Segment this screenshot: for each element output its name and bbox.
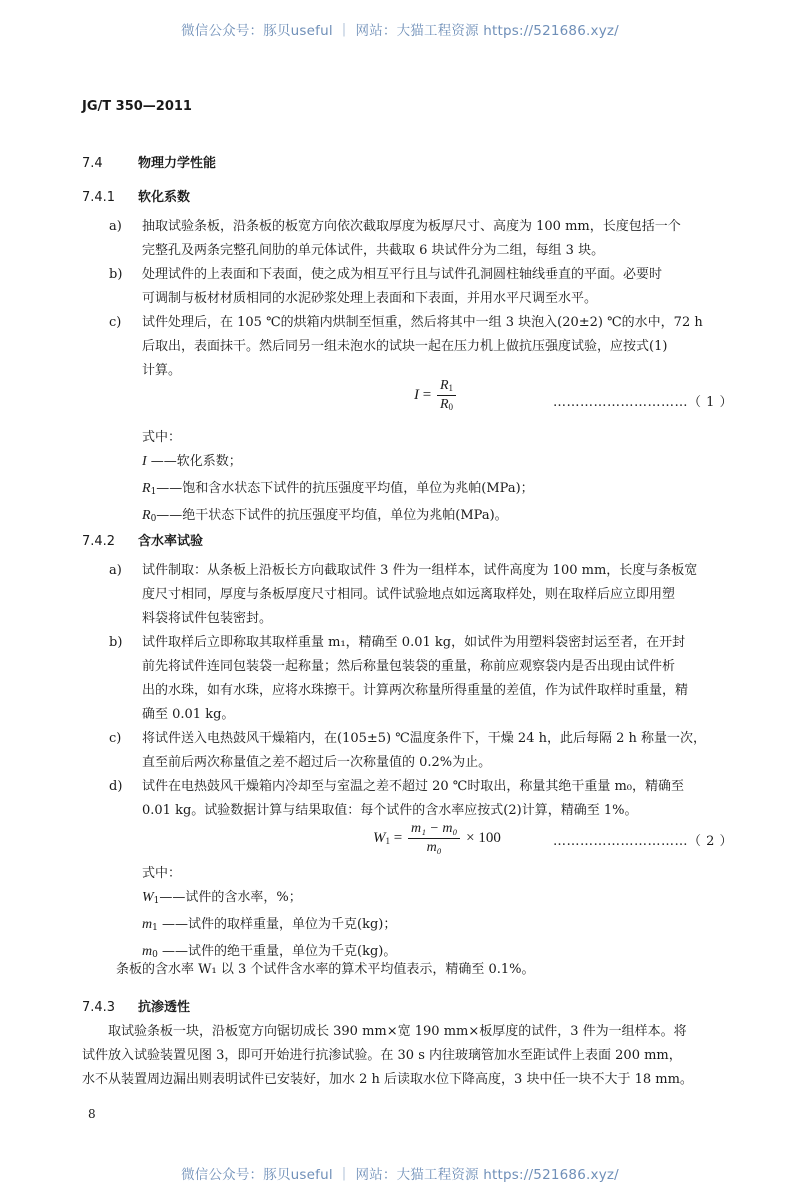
section-number: 7.4.2 [82, 534, 116, 549]
where-label: 式中： [142, 866, 182, 881]
formula-fraction [408, 821, 460, 856]
definitions-7-4-1 [142, 426, 534, 531]
formula-fraction [437, 378, 456, 413]
item-line: 料袋将试件包装密封。 [142, 611, 273, 626]
item-label: b) [109, 267, 123, 282]
formula-denominator: $R_0$ [439, 397, 454, 412]
item-line: 完整孔及两条完整孔间肋的单元体试件，共截取 6 块试件分为二组，每组 3 块。 [142, 243, 605, 258]
formula-numerator: $R_1$ [437, 378, 456, 396]
item-line: 后取出，表面抹干。然后同另一组未泡水的试块一起在压力机上做抗压强度试验，应按式(1) [142, 339, 668, 354]
page-number: 8 [88, 1107, 96, 1121]
item-line: 确至 0.01 kg。 [142, 707, 235, 722]
watermark-top: 微信公众号：豚贝useful ｜ 网站：大猫工程资源 https://521686.xyz/ [181, 23, 619, 39]
item-label: a) [109, 219, 122, 234]
item-line: 抽取试验条板，沿条板的板宽方向依次截取厚度为板厚尺寸、高度为 100 mm，长度包括一个 [142, 219, 681, 234]
formula-lhs: I [414, 386, 419, 403]
equation-number-1: …………………………（ 1 ） [553, 395, 734, 410]
item-line: 试件制取：从条板上沿板长方向截取试件 3 件为一组样本，试件高度为 100 mm，长度与条板宽 [142, 563, 698, 578]
definition-item: I ——软化系数； [142, 454, 242, 469]
item-line: 前先将试件连同包装袋一起称量；然后称量包装袋的重量，称前应观察袋内是否出现由试件析 [142, 659, 676, 674]
item-line: 度尺寸相同，厚度与条板厚度尺寸相同。试件试验地点如远离取样处，则在取样后应立即用塑 [142, 587, 676, 602]
item-label: b) [109, 635, 123, 650]
formula-numerator: m₁ − m₀ [408, 821, 460, 839]
item-line: 试件处理后，在 105 ℃的烘箱内烘制至恒重，然后将其中一组 3 块泡入(20±2) ℃的水中，72 h [142, 315, 703, 330]
definition-item: $R_0——$绝干状态下试件的抗压强度平均值，单位为兆帕(MPa)。 [142, 508, 508, 524]
section-heading-7-4 [82, 152, 216, 171]
item-line: 直至前后两次称量值之差不超过后一次称量值的 0.2%为止。 [142, 755, 492, 770]
paragraph-line: 水不从装置周边漏出则表明试件已安装好，加水 2 h 后读取水位下降高度，3 块中任一块不大于 18 mm。 [82, 1072, 693, 1087]
section-title: 物理力学性能 [138, 156, 217, 171]
formula-1 [414, 378, 458, 413]
definitions-7-4-2 [142, 862, 396, 967]
section-title: 含水率试验 [138, 534, 204, 549]
section-number: 7.4 [82, 156, 103, 171]
item-label: a) [109, 563, 122, 578]
where-label: 式中： [142, 430, 182, 445]
section-number: 7.4.1 [82, 190, 116, 205]
section-heading-7-4-1 [82, 186, 190, 205]
paragraph-line: 取试验条板一块，沿板宽方向锯切成长 390 mm×宽 190 mm×板厚度的试件，3 件为一组样本。将 [82, 1024, 687, 1039]
definition-item: $m_0$ ——试件的绝干重量，单位为千克(kg)。 [142, 944, 397, 960]
watermark-bottom: 微信公众号：豚贝useful ｜ 网站：大猫工程资源 https://521686.xyz/ [181, 1167, 619, 1183]
definition-item: $W_1——$试件的含水率，%； [142, 890, 302, 906]
item-label: c) [109, 315, 122, 330]
section-number: 7.4.3 [82, 1000, 116, 1015]
item-label: d) [109, 779, 123, 794]
section-title: 软化系数 [138, 190, 191, 205]
paragraph-7-4-3 [82, 1020, 750, 1092]
item-line: 试件在电热鼓风干燥箱内冷却至与室温之差不超过 20 ℃时取出，称量其绝干重量 m₀，精确至 [142, 779, 685, 794]
formula-lhs: $W_1$ [373, 829, 390, 846]
conclusion-7-4-2: 条板的含水率 W₁ 以 3 个试件含水率的算术平均值表示，精确至 0.1%。 [116, 962, 535, 977]
item-line: 0.01 kg。试验数据计算与结果取值：每个试件的含水率应按式(2)计算，精确至 1%。 [142, 803, 638, 818]
formula-2 [373, 821, 501, 856]
formula-equals: = [422, 386, 432, 403]
item-label: c) [109, 731, 122, 746]
item-line: 可调制与板材材质相同的水泥砂浆处理上表面和下表面，并用水平尺调至水平。 [142, 291, 598, 306]
standard-code: JG/T 350—2011 [82, 99, 192, 114]
definition-item: $R_1——$饱和含水状态下试件的抗压强度平均值，单位为兆帕(MPa)； [142, 481, 534, 497]
item-line: 出的水珠，如有水珠，应将水珠擦干。计算两次称量所得重量的差值，作为试件取样时重量，精 [142, 683, 689, 698]
paragraph-line: 试件放入试验装置见图 3，即可开始进行抗渗试验。在 30 s 内往玻璃管加水至距试件上表面 200 mm， [82, 1048, 682, 1063]
section-heading-7-4-2 [82, 530, 203, 549]
equation-number-2: …………………………（ 2 ） [553, 834, 734, 849]
section-title: 抗渗透性 [138, 1000, 191, 1015]
item-line: 将试件送入电热鼓风干燥箱内，在(105±5) ℃温度条件下，干燥 24 h，此后每隔 2 h 称量一次， [142, 731, 707, 746]
section-heading-7-4-3 [82, 996, 190, 1015]
item-line: 处理试件的上表面和下表面，使之成为相互平行且与试件孔洞圆柱轴线垂直的平面。必要时 [142, 267, 663, 282]
item-line: 计算。 [142, 363, 182, 378]
formula-denominator: m₀ [426, 840, 442, 855]
formula-equals: = [393, 829, 403, 846]
definition-item: $m_1$ ——试件的取样重量，单位为千克(kg)； [142, 917, 397, 933]
item-line: 试件取样后立即称取其取样重量 m₁，精确至 0.01 kg，如试件为用塑料袋密封运至者，在开封 [142, 635, 686, 650]
formula-multiplier: × 100 [466, 829, 501, 846]
